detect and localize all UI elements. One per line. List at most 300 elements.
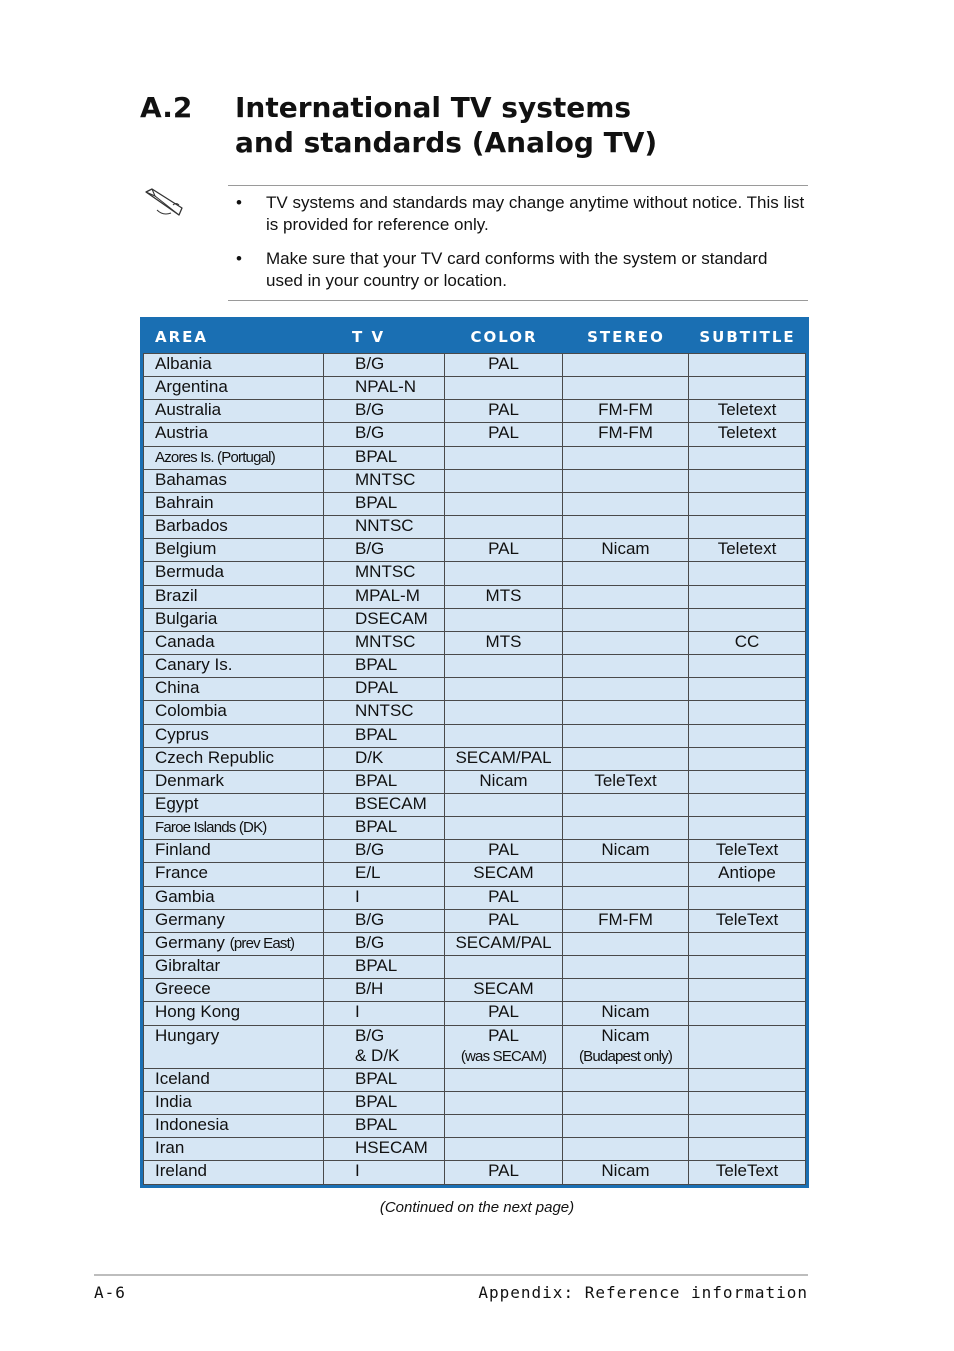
cell-color xyxy=(445,470,563,493)
cell-text: FM-FM xyxy=(598,909,653,929)
cell-subtitle xyxy=(689,1069,806,1092)
cell-stereo xyxy=(563,1161,689,1185)
cell-subtitle xyxy=(689,678,806,701)
cell-stereo xyxy=(563,423,689,446)
cell-text: India xyxy=(155,1092,192,1111)
table-row xyxy=(143,748,806,771)
note-item xyxy=(232,192,807,236)
cell-text: BPAL xyxy=(355,446,398,466)
cell-text: MPAL-M xyxy=(355,585,420,605)
cell-text: Cyprus xyxy=(155,724,209,744)
section-number: A.2 xyxy=(140,91,193,124)
cell-text: TeleText xyxy=(715,909,779,929)
note-list xyxy=(232,192,807,304)
cell-subtext: & D/K xyxy=(355,1045,400,1065)
cell-tv xyxy=(324,748,445,771)
cell-stereo xyxy=(563,887,689,910)
cell-area xyxy=(143,470,324,493)
cell-text: B/G xyxy=(355,909,385,929)
cell-text: Gambia xyxy=(155,886,215,906)
cell-tv xyxy=(324,1069,445,1092)
cell-color xyxy=(445,586,563,609)
cell-text: SECAM xyxy=(473,863,534,883)
cell-tv xyxy=(324,1115,445,1138)
note-item xyxy=(232,248,807,292)
cell-tv xyxy=(324,562,445,585)
cell-stereo xyxy=(563,1002,689,1025)
cell-text: PAL xyxy=(488,840,519,860)
table-row xyxy=(143,423,806,446)
cell-tv xyxy=(324,771,445,794)
cell-tv xyxy=(324,1161,445,1185)
cell-text: I xyxy=(355,1161,360,1181)
cell-text: Iran xyxy=(155,1138,185,1158)
cell-color xyxy=(445,701,563,724)
cell-area xyxy=(143,1161,324,1185)
cell-text: PAL xyxy=(488,1025,519,1045)
cell-area xyxy=(143,609,324,632)
bullet: • xyxy=(236,193,242,212)
cell-text: Iceland xyxy=(155,1068,210,1088)
cell-text: B/G xyxy=(355,840,385,860)
table-row xyxy=(143,1069,806,1092)
cell-text: Canada xyxy=(155,631,215,651)
cell-subtitle xyxy=(689,470,806,493)
cell-stereo xyxy=(563,609,689,632)
table-row xyxy=(143,447,806,470)
table-row xyxy=(143,377,806,400)
cell-tv xyxy=(324,353,445,377)
cell-area xyxy=(143,1115,324,1138)
table-row xyxy=(143,539,806,562)
cell-subtitle xyxy=(689,725,806,748)
cell-text: HSECAM xyxy=(355,1138,428,1158)
cell-tv xyxy=(324,678,445,701)
cell-tv xyxy=(324,933,445,956)
cell-area xyxy=(143,377,324,400)
cell-text: Bahrain xyxy=(155,492,214,512)
section-title-line2: and standards (Analog TV) xyxy=(235,126,658,159)
cell-text: Bahamas xyxy=(155,469,227,489)
cell-tv xyxy=(324,609,445,632)
table-row xyxy=(143,887,806,910)
cell-text: Germany xyxy=(155,932,230,952)
cell-stereo xyxy=(563,748,689,771)
cell-color xyxy=(445,910,563,933)
cell-tv xyxy=(324,655,445,678)
cell-stereo xyxy=(563,447,689,470)
cell-subtitle xyxy=(689,933,806,956)
cell-color xyxy=(445,817,563,840)
cell-subtitle xyxy=(689,562,806,585)
cell-text: Teletext xyxy=(717,400,777,420)
cell-stereo xyxy=(563,586,689,609)
header-stereo: STEREO xyxy=(563,320,689,353)
cell-text: Germany xyxy=(155,909,225,929)
cell-text: PAL xyxy=(488,400,519,420)
cell-text: PAL xyxy=(488,1002,519,1022)
cell-area xyxy=(143,655,324,678)
cell-color xyxy=(445,493,563,516)
table-row xyxy=(143,400,806,423)
cell-area xyxy=(143,447,324,470)
cell-text: Argentina xyxy=(155,377,228,397)
cell-text: BPAL xyxy=(355,956,398,976)
table-row xyxy=(143,840,806,863)
cell-subtitle xyxy=(689,516,806,539)
cell-text: Greece xyxy=(155,979,211,999)
cell-text: BPAL xyxy=(355,655,398,675)
cell-color xyxy=(445,1161,563,1185)
cell-area xyxy=(143,493,324,516)
cell-area xyxy=(143,840,324,863)
note-text: TV systems and standards may change anytime without notice. This list is provided for reference only. xyxy=(266,193,805,234)
cell-subtitle xyxy=(689,701,806,724)
cell-stereo xyxy=(563,1138,689,1161)
cell-tv xyxy=(324,1026,445,1069)
continued-note: (Continued on the next page) xyxy=(379,1199,575,1216)
table-row xyxy=(143,910,806,933)
cell-text: TeleText xyxy=(594,770,657,790)
cell-area xyxy=(143,1069,324,1092)
cell-text: NNTSC xyxy=(355,516,414,536)
cell-area xyxy=(143,933,324,956)
cell-stereo xyxy=(563,1115,689,1138)
table-row xyxy=(143,493,806,516)
cell-tv xyxy=(324,979,445,1002)
cell-subtitle xyxy=(689,794,806,817)
cell-text: BPAL xyxy=(355,1115,398,1135)
cell-color xyxy=(445,539,563,562)
cell-color xyxy=(445,655,563,678)
cell-text: SECAM/PAL xyxy=(455,747,552,767)
cell-stereo xyxy=(563,470,689,493)
cell-text: SECAM/PAL xyxy=(455,932,552,952)
cell-subtitle xyxy=(689,840,806,863)
cell-text: MNTSC xyxy=(355,469,416,489)
cell-stereo xyxy=(563,817,689,840)
cell-text: Ireland xyxy=(155,1161,207,1181)
cell-tv xyxy=(324,1138,445,1161)
table-row xyxy=(143,794,806,817)
cell-text: DSECAM xyxy=(355,608,428,628)
cell-subtitle xyxy=(689,817,806,840)
cell-color xyxy=(445,1115,563,1138)
cell-text: Colombia xyxy=(155,701,227,721)
table-row xyxy=(143,1161,806,1185)
table-row xyxy=(143,1115,806,1138)
note-bottom-rule xyxy=(228,300,808,301)
tv-standards-table xyxy=(140,317,809,1188)
cell-area xyxy=(143,423,324,446)
cell-stereo xyxy=(563,1092,689,1115)
cell-text: Brazil xyxy=(155,585,198,605)
cell-area xyxy=(143,539,324,562)
header-tv: T V xyxy=(324,320,445,353)
cell-text: BSECAM xyxy=(355,793,427,813)
cell-area xyxy=(143,863,324,886)
table-row xyxy=(143,516,806,539)
cell-text: Australia xyxy=(155,400,222,420)
cell-stereo xyxy=(563,1069,689,1092)
note-top-rule xyxy=(228,185,808,186)
footer-section: Appendix: Reference information xyxy=(478,1283,808,1302)
cell-text: B/G xyxy=(355,932,385,952)
cell-tv xyxy=(324,516,445,539)
cell-text: D/K xyxy=(355,747,384,767)
cell-text: B/G xyxy=(355,539,385,559)
cell-tv xyxy=(324,632,445,655)
cell-subtitle xyxy=(689,979,806,1002)
table-row xyxy=(143,771,806,794)
cell-tv xyxy=(324,817,445,840)
section-title xyxy=(140,90,657,160)
cell-subtitle xyxy=(689,1115,806,1138)
table-row xyxy=(143,609,806,632)
cell-stereo xyxy=(563,353,689,377)
cell-color xyxy=(445,863,563,886)
cell-text: Nicam xyxy=(601,1025,650,1045)
cell-text: Faroe Islands (DK) xyxy=(155,819,267,837)
table-row xyxy=(143,655,806,678)
cell-area xyxy=(143,1092,324,1115)
cell-tv xyxy=(324,493,445,516)
cell-text: B/G xyxy=(355,400,385,420)
cell-subtitle xyxy=(689,748,806,771)
cell-text: Bulgaria xyxy=(155,608,218,628)
cell-color xyxy=(445,562,563,585)
cell-subtitle xyxy=(689,586,806,609)
footer-rule xyxy=(94,1274,808,1276)
cell-color xyxy=(445,632,563,655)
cell-area xyxy=(143,956,324,979)
cell-tv xyxy=(324,887,445,910)
cell-text: FM-FM xyxy=(598,423,653,443)
cell-subtitle xyxy=(689,910,806,933)
cell-stereo xyxy=(563,400,689,423)
cell-area xyxy=(143,678,324,701)
note-text: Make sure that your TV card conforms with the system or standard used in your country or location. xyxy=(266,249,768,290)
cell-text: Indonesia xyxy=(155,1115,229,1135)
cell-text: Canary Is. xyxy=(155,655,233,675)
cell-color xyxy=(445,771,563,794)
cell-text: Nicam xyxy=(601,840,650,860)
cell-text: France xyxy=(155,863,208,883)
cell-subtitle xyxy=(689,956,806,979)
cell-text: SECAM xyxy=(473,979,534,999)
cell-stereo xyxy=(563,655,689,678)
cell-stereo xyxy=(563,539,689,562)
cell-text: PAL xyxy=(488,423,519,443)
cell-color xyxy=(445,353,563,377)
table-row xyxy=(143,632,806,655)
cell-stereo xyxy=(563,863,689,886)
table-header-row xyxy=(143,320,806,353)
cell-area xyxy=(143,1138,324,1161)
cell-subtitle xyxy=(689,1138,806,1161)
table-row xyxy=(143,863,806,886)
cell-color xyxy=(445,678,563,701)
cell-color xyxy=(445,1138,563,1161)
table-row xyxy=(143,979,806,1002)
cell-subtitle xyxy=(689,400,806,423)
table-row xyxy=(143,1138,806,1161)
cell-text: BPAL xyxy=(355,1068,398,1088)
cell-text: I xyxy=(355,1002,360,1022)
cell-text: Belgium xyxy=(155,539,217,559)
table-row xyxy=(143,470,806,493)
cell-text: Finland xyxy=(155,840,211,860)
cell-tv xyxy=(324,840,445,863)
cell-tv xyxy=(324,725,445,748)
cell-stereo xyxy=(563,1026,689,1069)
cell-text: PAL xyxy=(488,539,519,559)
cell-text-note: (prev East) xyxy=(229,934,295,952)
cell-stereo xyxy=(563,725,689,748)
cell-area xyxy=(143,748,324,771)
cell-text: PAL xyxy=(488,886,519,906)
cell-area xyxy=(143,794,324,817)
cell-text: Teletext xyxy=(717,423,777,443)
cell-subtitle xyxy=(689,1092,806,1115)
cell-color xyxy=(445,725,563,748)
section-title-line1: International TV systems xyxy=(235,91,632,124)
cell-text: E/L xyxy=(355,863,381,883)
cell-text: Azores Is. (Portugal) xyxy=(155,448,275,466)
cell-area xyxy=(143,910,324,933)
cell-area xyxy=(143,817,324,840)
cell-stereo xyxy=(563,979,689,1002)
cell-area xyxy=(143,887,324,910)
cell-text: Hungary xyxy=(155,1025,220,1045)
cell-stereo xyxy=(563,933,689,956)
table-row xyxy=(143,725,806,748)
cell-color xyxy=(445,794,563,817)
cell-subtitle xyxy=(689,1161,806,1185)
cell-subtitle xyxy=(689,447,806,470)
header-color: COLOR xyxy=(445,320,563,353)
cell-area xyxy=(143,725,324,748)
cell-subtext: (was SECAM) xyxy=(460,1047,547,1065)
cell-stereo xyxy=(563,562,689,585)
cell-text: Nicam xyxy=(601,1161,650,1181)
cell-tv xyxy=(324,910,445,933)
cell-subtitle xyxy=(689,655,806,678)
cell-tv xyxy=(324,470,445,493)
cell-color xyxy=(445,1026,563,1069)
cell-color xyxy=(445,1069,563,1092)
cell-text: MNTSC xyxy=(355,631,416,651)
cell-color xyxy=(445,840,563,863)
cell-area xyxy=(143,353,324,377)
header-area: AREA xyxy=(143,320,324,353)
cell-stereo xyxy=(563,678,689,701)
cell-text: BPAL xyxy=(355,1092,398,1111)
cell-color xyxy=(445,956,563,979)
cell-text: PAL xyxy=(488,354,519,373)
cell-color xyxy=(445,609,563,632)
cell-area xyxy=(143,1026,324,1069)
cell-color xyxy=(445,933,563,956)
cell-tv xyxy=(324,863,445,886)
cell-text: Egypt xyxy=(155,793,199,813)
cell-area xyxy=(143,701,324,724)
cell-stereo xyxy=(563,516,689,539)
cell-subtext: (Budapest only) xyxy=(578,1047,673,1065)
cell-tv xyxy=(324,423,445,446)
table-row xyxy=(143,701,806,724)
cell-text: Bermuda xyxy=(155,562,224,582)
cell-text: MNTSC xyxy=(355,562,416,582)
cell-text: I xyxy=(355,886,360,906)
cell-text: Albania xyxy=(155,354,212,373)
cell-tv xyxy=(324,539,445,562)
cell-color xyxy=(445,748,563,771)
cell-text: TeleText xyxy=(715,840,779,860)
cell-text: DPAL xyxy=(355,678,399,698)
cell-text: Gibraltar xyxy=(155,956,221,976)
cell-area xyxy=(143,586,324,609)
cell-color xyxy=(445,979,563,1002)
cell-subtitle xyxy=(689,887,806,910)
cell-tv xyxy=(324,400,445,423)
cell-stereo xyxy=(563,493,689,516)
cell-subtitle xyxy=(689,493,806,516)
cell-text: Nicam xyxy=(479,770,528,790)
cell-tv xyxy=(324,701,445,724)
cell-text: Nicam xyxy=(601,1002,650,1022)
cell-text: Denmark xyxy=(155,770,224,790)
cell-text: Hong Kong xyxy=(155,1002,241,1022)
table-row xyxy=(143,1002,806,1025)
cell-stereo xyxy=(563,956,689,979)
table-row xyxy=(143,956,806,979)
cell-tv xyxy=(324,794,445,817)
cell-text: NPAL-N xyxy=(355,377,417,397)
cell-text: BPAL xyxy=(355,724,398,744)
cell-subtitle xyxy=(689,377,806,400)
cell-area xyxy=(143,632,324,655)
cell-subtitle xyxy=(689,771,806,794)
cell-subtitle xyxy=(689,609,806,632)
page-number: A-6 xyxy=(94,1283,126,1302)
cell-subtitle xyxy=(689,423,806,446)
cell-text: BPAL xyxy=(355,770,398,790)
cell-stereo xyxy=(563,840,689,863)
table-body xyxy=(143,353,806,1185)
cell-tv xyxy=(324,377,445,400)
cell-text: China xyxy=(155,678,200,698)
cell-text: MTS xyxy=(485,585,522,605)
table-row xyxy=(143,1026,806,1069)
cell-text: TeleText xyxy=(715,1161,779,1181)
cell-color xyxy=(445,516,563,539)
cell-area xyxy=(143,516,324,539)
cell-area xyxy=(143,771,324,794)
cell-stereo xyxy=(563,377,689,400)
table-row xyxy=(143,1092,806,1115)
cell-text: Austria xyxy=(155,423,208,443)
cell-stereo xyxy=(563,910,689,933)
cell-text: BPAL xyxy=(355,492,398,512)
cell-subtitle xyxy=(689,353,806,377)
cell-area xyxy=(143,562,324,585)
cell-tv xyxy=(324,1092,445,1115)
table-row xyxy=(143,678,806,701)
cell-stereo xyxy=(563,632,689,655)
table-row xyxy=(143,817,806,840)
cell-tv xyxy=(324,1002,445,1025)
